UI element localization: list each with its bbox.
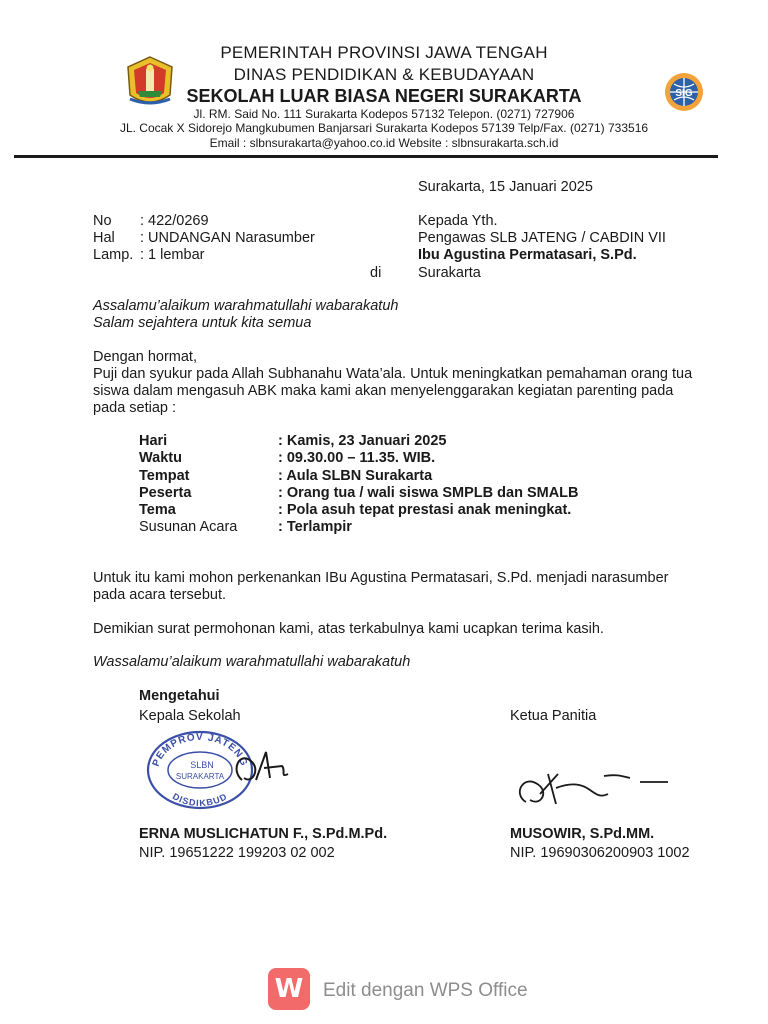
meta-no-value: : 422/0269 — [140, 213, 209, 229]
greeting-salam: Assalamu’alaikum warahmatullahi wabarakatuh — [93, 298, 399, 314]
meta-lamp-value: : 1 lembar — [140, 247, 205, 263]
recipient-city: Surakarta — [418, 265, 481, 281]
detail-label: Tempat — [139, 468, 190, 484]
closing-thanks: Demikian surat permohonan kami, atas terkabulnya kami ucapkan terima kasih. — [93, 621, 604, 637]
meta-hal-value: : UNDANGAN Narasumber — [140, 230, 315, 246]
opening-hormat: Dengan hormat, — [93, 349, 197, 365]
detail-row-hari — [139, 433, 446, 449]
closing-salam: Wassalamu’alaikum warahmatullahi wabarakatuh — [93, 654, 411, 670]
detail-label: Waktu — [139, 450, 182, 466]
meta-no-label: No — [93, 213, 112, 229]
detail-row-peserta — [139, 485, 579, 501]
detail-value: : Kamis, 23 Januari 2025 — [278, 433, 447, 449]
letterhead-school: SEKOLAH LUAR BIASA NEGERI SURAKARTA — [186, 86, 582, 106]
detail-row-waktu — [139, 450, 435, 466]
stamp-top-text: PEMPROV JATENG — [150, 731, 250, 769]
detail-row-tema — [139, 502, 571, 518]
detail-value: : Orang tua / wali siswa SMPLB dan SMALB — [278, 485, 579, 501]
sig-logo-text: SIG — [675, 88, 693, 99]
recipient-di: di — [370, 265, 382, 281]
recipient-name: Ibu Agustina Permatasari, S.Pd. — [418, 247, 637, 263]
sign-left-nip: NIP. 19651222 199203 02 002 — [139, 845, 335, 861]
detail-row-susunan-acara — [139, 519, 352, 535]
sign-left-heading: Mengetahui — [139, 688, 220, 704]
opening-body-line-3: pada setiap : — [93, 400, 177, 416]
meta-lamp-label: Lamp. — [93, 247, 134, 263]
letterhead-address-2: JL. Cocak X Sidorejo Mangkubumen Banjarsari Surakarta Kodepos 57139 Telp/Fax. (0271) 733516 — [119, 121, 649, 135]
stamp-center-line-2: SURAKARTA — [175, 772, 225, 781]
letterhead-divider — [14, 155, 718, 158]
letterhead-address-1: Jl. RM. Said No. 111 Surakarta Kodepos 57132 Telepon. (0271) 727906 — [193, 107, 575, 121]
detail-value: : Pola asuh tepat prestasi anak meningkat. — [278, 502, 572, 518]
opening-body-line-2: siswa dalam mengasuh ABK maka kami akan menyelenggarakan kegiatan parenting pada — [93, 383, 674, 399]
letterhead-government: PEMERINTAH PROVINSI JAWA TENGAH — [220, 43, 548, 62]
right-signature — [512, 764, 672, 814]
sign-right-nip: NIP. 19690306200903 1002 — [510, 845, 690, 861]
request-line-2: pada acara tersebut. — [93, 587, 227, 603]
wps-office-logo-icon: W — [268, 968, 310, 1010]
sign-right-name: MUSOWIR, S.Pd.MM. — [510, 826, 655, 842]
sign-left-name: ERNA MUSLICHATUN F., S.Pd.M.Pd. — [139, 826, 388, 842]
sign-left-title: Kepala Sekolah — [139, 708, 241, 724]
opening-body-line-1: Puji dan syukur pada Allah Subhanahu Wata’ala. Untuk meningkatkan pemahaman orang tua — [93, 366, 693, 382]
greeting-sejahtera: Salam sejahtera untuk kita semua — [93, 315, 312, 331]
wps-watermark-text: Edit dengan WPS Office — [323, 980, 528, 1001]
stamp-center-line-1: SLBN — [190, 760, 214, 770]
sign-right-title: Ketua Panitia — [510, 708, 597, 724]
letterhead-department: DINAS PENDIDIKAN & KEBUDAYAAN — [233, 65, 535, 84]
detail-value: : Aula SLBN Surakarta — [278, 468, 433, 484]
detail-label: Susunan Acara — [139, 519, 238, 535]
letter-date: Surakarta, 15 Januari 2025 — [418, 179, 593, 195]
detail-value: : Terlampir — [278, 519, 352, 535]
request-line-1: Untuk itu kami mohon perkenankan IBu Agustina Permatasari, S.Pd. menjadi narasumber — [93, 570, 669, 586]
left-signature — [222, 740, 302, 800]
detail-label: Tema — [139, 502, 176, 518]
detail-value: : 09.30.00 – 11.35. WIB. — [278, 450, 436, 466]
recipient-kepada: Kepada Yth. — [418, 213, 498, 229]
recipient-office: Pengawas SLB JATENG / CABDIN VII — [418, 230, 666, 246]
meta-hal-label: Hal — [93, 230, 115, 246]
detail-row-tempat — [139, 468, 432, 484]
detail-label: Peserta — [139, 485, 192, 501]
stamp-bottom-text: DISDIKBUD — [170, 791, 230, 809]
detail-label: Hari — [139, 433, 168, 449]
letterhead-contact: Email : slbnsurakarta@yahoo.co.id Website : slbnsurakarta.sch.id — [209, 136, 559, 150]
